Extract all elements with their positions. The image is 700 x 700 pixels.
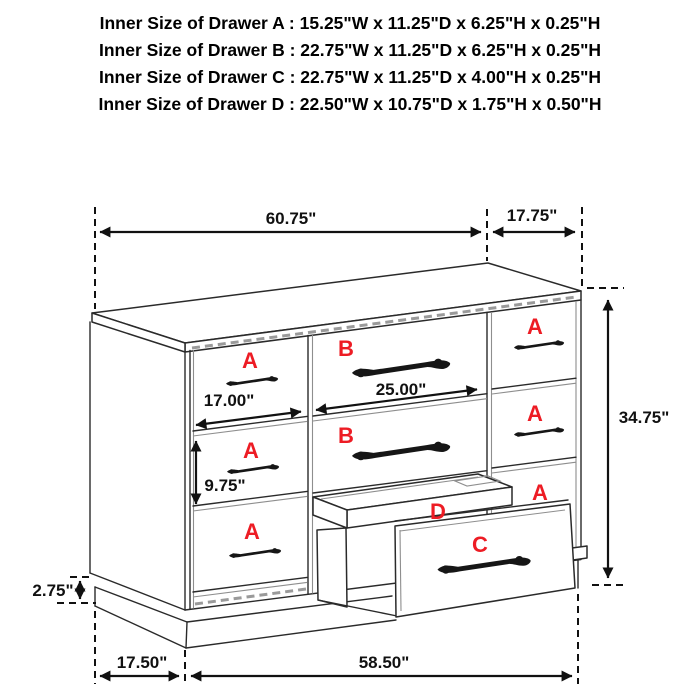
label-drawer-a-right-middle: A [527,401,543,426]
dim-label-drawer-a-width: 17.00" [203,391,255,410]
base-right-corner [572,546,587,560]
label-drawer-d: D [430,499,446,524]
header-line-c: Inner Size of Drawer C : 22.75"W x 11.25"D x 4.00"H x 0.25"H [98,67,602,87]
dim-label-base-depth: 17.50" [116,653,168,672]
drawer-c-front-panel [395,504,575,617]
label-drawer-a-left-top: A [242,348,258,373]
header-line-a: Inner Size of Drawer A : 15.25"W x 11.25"D x 6.25"H x 0.25"H [99,13,601,33]
handle-icon [514,427,564,437]
dim-arrow-drawer-a-width [196,412,301,425]
label-drawer-b-middle: B [338,423,354,448]
label-drawer-a-left-bottom: A [244,519,260,544]
label-drawer-a-left-middle: A [243,438,259,463]
label-drawer-c: C [472,532,488,557]
label-drawer-b-top: B [338,336,354,361]
inner-size-header [99,13,602,114]
header-line-b: Inner Size of Drawer B : 22.75"W x 11.25"D x 6.25"H x 0.25"H [98,40,602,60]
handle-icon [229,548,281,558]
label-drawer-a-right-top: A [527,314,543,339]
dim-label-overall-depth: 17.75" [506,206,558,225]
dim-label-overall-width: 60.75" [265,209,317,228]
dresser-drawing [90,263,587,648]
dim-label-base-width: 58.50" [358,653,410,672]
handle-icon [352,359,450,378]
dim-label-overall-height: 34.75" [618,408,670,427]
dim-label-drawer-a-height: 9.75" [204,476,246,495]
handle-icon [352,442,450,461]
drawer-c-side-wall [317,528,347,607]
header-line-d: Inner Size of Drawer D : 22.50"W x 10.75"D x 1.75"H x 0.50"H [98,94,602,114]
handle-icon [227,464,279,474]
handle-icon [226,376,278,386]
dim-label-base-height: 2.75" [32,581,74,600]
handle-icon [514,340,564,350]
label-drawer-a-right-bottom: A [532,480,548,505]
dim-label-drawer-b-width: 25.00" [375,380,427,399]
